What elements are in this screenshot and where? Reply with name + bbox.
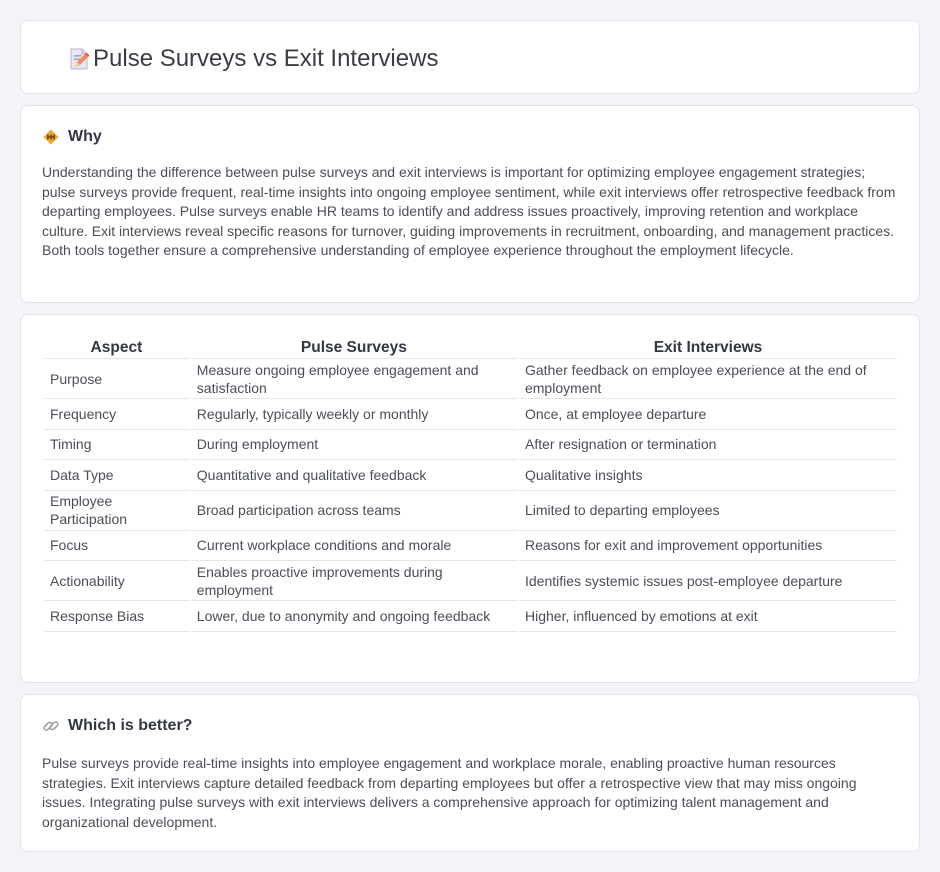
- table-row: [44, 399, 897, 430]
- why-section: [20, 105, 920, 303]
- warning-sign-icon: [42, 128, 60, 146]
- table-cell: Broad participation across teams: [191, 491, 517, 531]
- better-text: Pulse surveys provide real-time insights into employee engagement and workplace morale, enabling proactive human resources strategies. Exit interviews capture detailed feedback from departing employees but offer a retrospective view that may miss ongoing issues. Integrating pulse surveys with exit interviews delivers a comprehensive approach for optimizing talent management and organizational development.: [42, 755, 857, 830]
- table-cell: Quantitative and qualitative feedback: [191, 460, 517, 491]
- better-title: Which is better?: [68, 717, 193, 734]
- table-cell: Focus: [44, 531, 189, 562]
- comparison-table-card: [20, 314, 920, 683]
- table-cell: Reasons for exit and improvement opportunities: [519, 531, 897, 562]
- header-card: [20, 20, 920, 94]
- column-header: Aspect: [44, 337, 189, 359]
- table-cell: Actionability: [44, 561, 189, 601]
- table-cell: Measure ongoing employee engagement and satisfaction: [191, 359, 517, 399]
- table-cell: Purpose: [44, 359, 189, 399]
- table-cell: Gather feedback on employee experience at the end of employment: [519, 359, 897, 399]
- why-text: Understanding the difference between pulse surveys and exit interviews is important for optimizing employee engagement strategies; pulse surveys provide frequent, real-time insights into ongoing employee sentiment, while exit interviews offer retrospective feedback from departing employees. Pulse surveys enable HR teams to identify and address issues proactively, improving retention and workplace culture. Exit interviews reveal specific reasons for turnover, guiding improvements in recruitment, onboarding, and management practices. Both tools together ensure a comprehensive understanding of employee experience throughout the employment lifecycle.: [42, 164, 896, 258]
- table-cell: Once, at employee departure: [519, 399, 897, 430]
- table-cell: Enables proactive improvements during employment: [191, 561, 517, 601]
- page-title: Pulse Surveys vs Exit Interviews: [93, 45, 439, 72]
- table-cell: Regularly, typically weekly or monthly: [191, 399, 517, 430]
- table-row: [44, 491, 897, 531]
- table-row: [44, 430, 897, 461]
- link-icon: [42, 717, 60, 735]
- table-cell: Frequency: [44, 399, 189, 430]
- pencil-document-icon: [66, 46, 92, 72]
- table-cell: Identifies systemic issues post-employee departure: [519, 561, 897, 601]
- table-cell: During employment: [191, 430, 517, 461]
- why-heading: [42, 128, 102, 146]
- table-cell: Qualitative insights: [519, 460, 897, 491]
- column-header: Pulse Surveys: [191, 337, 517, 359]
- table-cell: Data Type: [44, 460, 189, 491]
- table-cell: Limited to departing employees: [519, 491, 897, 531]
- table-cell: Timing: [44, 430, 189, 461]
- table-row: [44, 561, 897, 601]
- table-row: [44, 460, 897, 491]
- table-cell: Lower, due to anonymity and ongoing feedback: [191, 601, 517, 632]
- table-cell: After resignation or termination: [519, 430, 897, 461]
- why-title: Why: [68, 128, 102, 145]
- table-row: [44, 531, 897, 562]
- table-header-row: [44, 337, 897, 359]
- table-row: [44, 359, 897, 399]
- column-header: Exit Interviews: [519, 337, 897, 359]
- better-heading: [42, 717, 192, 735]
- table-cell: Current workplace conditions and morale: [191, 531, 517, 562]
- table-cell: Employee Participation: [44, 491, 189, 531]
- table-cell: Response Bias: [44, 601, 189, 632]
- comparison-table: [42, 337, 899, 632]
- which-is-better-section: [20, 694, 920, 852]
- table-row: [44, 601, 897, 632]
- table-cell: Higher, influenced by emotions at exit: [519, 601, 897, 632]
